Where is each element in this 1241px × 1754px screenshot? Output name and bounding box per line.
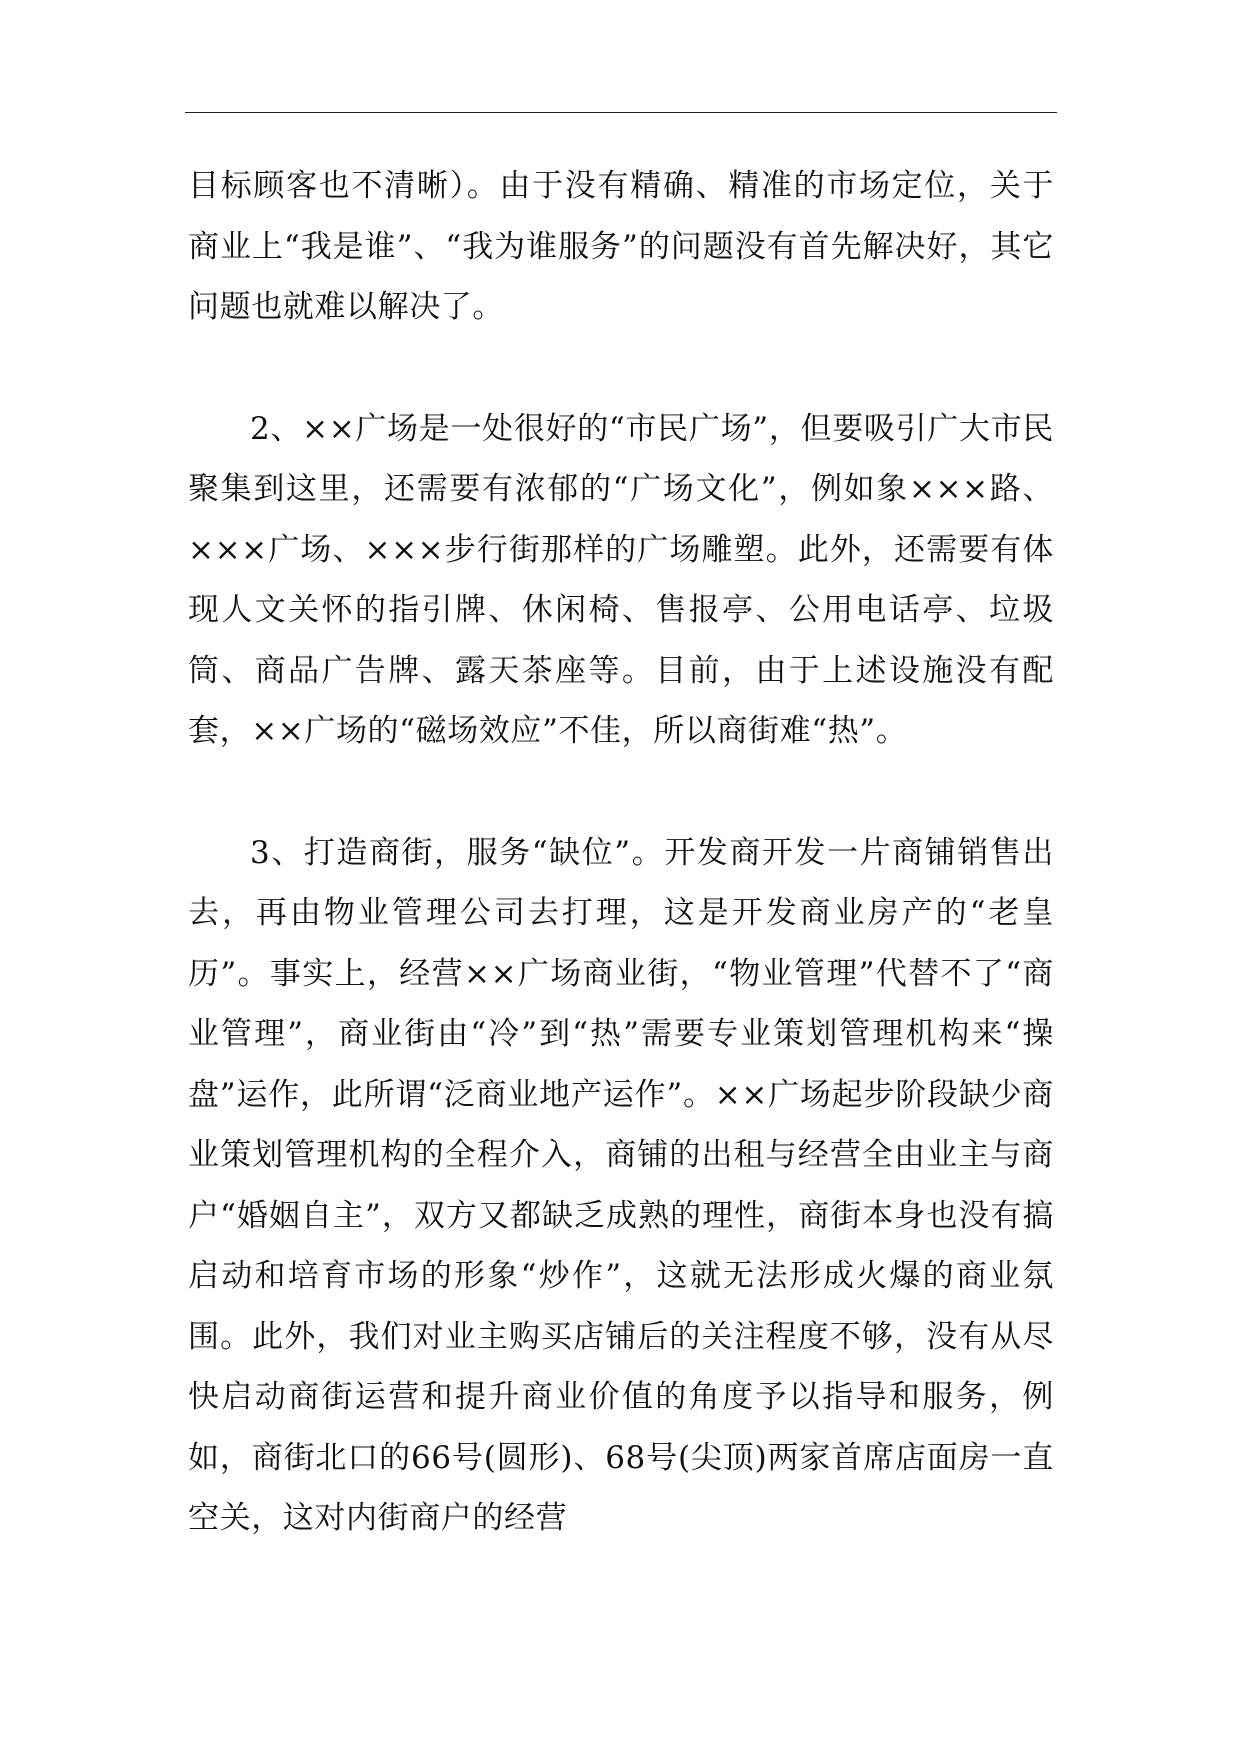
paragraph-1: 目标顾客也不清晰）。由于没有精确、精准的市场定位，关于商业上“我是谁”、“我为谁服务”的问题没有首先解决好，其它问题也就难以解决了。 bbox=[188, 168, 1054, 325]
body-text bbox=[188, 156, 1054, 1549]
paragraph-gap bbox=[188, 338, 1054, 399]
paragraph-2: 2、××广场是一处很好的“市民广场”，但要吸引广大市民聚集到这里，还需要有浓郁的“广场文化”，例如象×××路、×××广场、×××步行街那样的广场雕塑。此外，还需要有体现人文关怀的指引牌、休闲椅、售报亭、公用电话亭、垃圾筒、商品广告牌、露天茶座等。目前，由于上述设施没有配套，××广场的“磁场效应”不佳，所以商街难“热”。 bbox=[188, 410, 1054, 749]
header-rule bbox=[185, 112, 1057, 113]
paragraph-gap bbox=[188, 762, 1054, 823]
paragraph-3: 3、打造商街，服务“缺位”。开发商开发一片商铺销售出去，再由物业管理公司去打理，这是开发商业房产的“老皇历”。事实上，经营××广场商业街，“物业管理”代替不了“商业管理”，商业街由“冷”到“热”需要专业策划管理机构来“操盘”运作，此所谓“泛商业地产运作”。××广场起步阶段缺少商业策划管理机构的全程介入，商铺的出租与经营全由业主与商户“婚姻自主”，双方又都缺乏成熟的理性，商街本身也没有搞启动和培育市场的形象“炒作”，这就无法形成火爆的商业氛围。此外，我们对业主购买店铺后的关注程度不够，没有从尽快启动商街运营和提升商业价值的角度予以指导和服务，例如，商街北口的66号(圆形)、68号(尖顶)两家首席店面房一直空关，这对内街商户的经营 bbox=[188, 834, 1054, 1536]
